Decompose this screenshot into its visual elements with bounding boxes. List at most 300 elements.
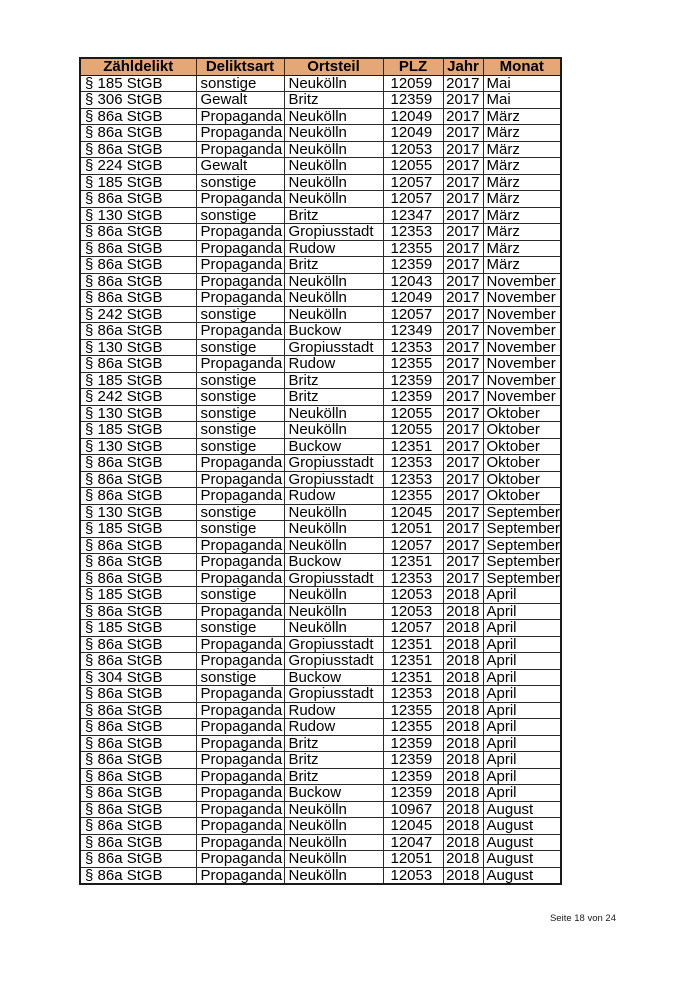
table-cell: 12359: [383, 768, 443, 785]
table-cell: Propaganda: [196, 834, 284, 851]
table-cell: 2018: [443, 867, 483, 884]
table-cell: § 185 StGB: [80, 75, 196, 92]
table-row: [80, 686, 561, 703]
table-cell: 2017: [443, 471, 483, 488]
table-cell: § 86a StGB: [80, 125, 196, 142]
table-row: [80, 207, 561, 224]
table-row: [80, 92, 561, 109]
table-cell: Oktober: [483, 422, 561, 439]
table-cell: § 86a StGB: [80, 702, 196, 719]
table-cell: Neukölln: [284, 422, 383, 439]
table-cell: August: [483, 867, 561, 884]
table-cell: 12359: [383, 785, 443, 802]
table-cell: § 86a StGB: [80, 719, 196, 736]
table-cell: März: [483, 108, 561, 125]
table-cell: März: [483, 207, 561, 224]
table-cell: 2018: [443, 801, 483, 818]
table-cell: November: [483, 372, 561, 389]
table-cell: 12057: [383, 174, 443, 191]
table-cell: April: [483, 702, 561, 719]
table-cell: 2018: [443, 636, 483, 653]
table-row: [80, 290, 561, 307]
table-cell: März: [483, 125, 561, 142]
table-row: [80, 224, 561, 241]
table-cell: 12057: [383, 537, 443, 554]
table-cell: § 86a StGB: [80, 801, 196, 818]
table-cell: Neukölln: [284, 851, 383, 868]
table-cell: Propaganda: [196, 356, 284, 373]
table-cell: § 86a StGB: [80, 356, 196, 373]
table-cell: 2018: [443, 768, 483, 785]
table-row: [80, 158, 561, 175]
table-cell: 12055: [383, 158, 443, 175]
table-cell: Gropiusstadt: [284, 455, 383, 472]
table-row: [80, 785, 561, 802]
table-cell: 2017: [443, 125, 483, 142]
table-cell: 12045: [383, 818, 443, 835]
table-cell: Oktober: [483, 405, 561, 422]
table-cell: § 86a StGB: [80, 818, 196, 835]
table-cell: Propaganda: [196, 257, 284, 274]
table-row: [80, 834, 561, 851]
table-cell: 12353: [383, 570, 443, 587]
table-cell: § 185 StGB: [80, 587, 196, 604]
table-row: [80, 801, 561, 818]
table-cell: Propaganda: [196, 801, 284, 818]
table-row: [80, 851, 561, 868]
table-cell: September: [483, 504, 561, 521]
table-cell: Neukölln: [284, 158, 383, 175]
table-cell: 2017: [443, 537, 483, 554]
table-cell: Neukölln: [284, 801, 383, 818]
table-cell: § 86a StGB: [80, 686, 196, 703]
table-cell: April: [483, 785, 561, 802]
table-cell: 2017: [443, 521, 483, 538]
table-cell: November: [483, 273, 561, 290]
table-cell: Neukölln: [284, 834, 383, 851]
table-cell: sonstige: [196, 504, 284, 521]
table-row: [80, 768, 561, 785]
table-cell: § 86a StGB: [80, 191, 196, 208]
table-cell: 12043: [383, 273, 443, 290]
table-cell: § 130 StGB: [80, 405, 196, 422]
table-cell: Propaganda: [196, 224, 284, 241]
table-cell: 2017: [443, 141, 483, 158]
table-cell: 2018: [443, 686, 483, 703]
table-cell: Oktober: [483, 471, 561, 488]
table-cell: August: [483, 851, 561, 868]
table-row: [80, 669, 561, 686]
table-cell: Propaganda: [196, 867, 284, 884]
table-cell: § 306 StGB: [80, 92, 196, 109]
table-cell: sonstige: [196, 620, 284, 637]
table-cell: Mai: [483, 92, 561, 109]
table-cell: 12359: [383, 389, 443, 406]
table-cell: Neukölln: [284, 141, 383, 158]
table-cell: November: [483, 356, 561, 373]
table-cell: April: [483, 620, 561, 637]
table-cell: Propaganda: [196, 719, 284, 736]
table-cell: Gropiusstadt: [284, 653, 383, 670]
table-cell: 12045: [383, 504, 443, 521]
table-cell: § 86a StGB: [80, 471, 196, 488]
table-cell: Propaganda: [196, 471, 284, 488]
table-cell: 12055: [383, 422, 443, 439]
table-cell: 2017: [443, 422, 483, 439]
table-cell: § 86a StGB: [80, 636, 196, 653]
table-cell: April: [483, 768, 561, 785]
table-cell: 2017: [443, 273, 483, 290]
table-cell: sonstige: [196, 306, 284, 323]
table-row: [80, 504, 561, 521]
table-cell: 2017: [443, 92, 483, 109]
table-cell: Rudow: [284, 488, 383, 505]
table-row: [80, 191, 561, 208]
table-cell: Propaganda: [196, 570, 284, 587]
table-cell: 2017: [443, 191, 483, 208]
table-cell: § 304 StGB: [80, 669, 196, 686]
table-cell: Neukölln: [284, 174, 383, 191]
table-cell: § 86a StGB: [80, 141, 196, 158]
table-cell: 12359: [383, 257, 443, 274]
table-cell: 2017: [443, 158, 483, 175]
table-cell: November: [483, 290, 561, 307]
table-row: [80, 752, 561, 769]
table-row: [80, 389, 561, 406]
table-cell: Britz: [284, 752, 383, 769]
table-cell: November: [483, 389, 561, 406]
table-cell: Neukölln: [284, 587, 383, 604]
table-cell: Britz: [284, 92, 383, 109]
table-cell: 2018: [443, 603, 483, 620]
table-cell: September: [483, 537, 561, 554]
table-cell: Mai: [483, 75, 561, 92]
table-cell: 2017: [443, 554, 483, 571]
table-cell: § 130 StGB: [80, 339, 196, 356]
table-cell: § 130 StGB: [80, 504, 196, 521]
table-cell: Neukölln: [284, 191, 383, 208]
table-cell: § 185 StGB: [80, 422, 196, 439]
table-cell: 12355: [383, 488, 443, 505]
table-cell: § 86a StGB: [80, 224, 196, 241]
table-cell: 2017: [443, 257, 483, 274]
table-cell: § 185 StGB: [80, 521, 196, 538]
table-cell: Propaganda: [196, 240, 284, 257]
table-cell: sonstige: [196, 669, 284, 686]
table-header-row: [80, 58, 561, 75]
table-cell: Buckow: [284, 438, 383, 455]
table-cell: 12049: [383, 125, 443, 142]
table-cell: 12057: [383, 191, 443, 208]
table-cell: Rudow: [284, 240, 383, 257]
table-cell: Neukölln: [284, 620, 383, 637]
table-cell: § 185 StGB: [80, 372, 196, 389]
table-row: [80, 537, 561, 554]
table-cell: 12353: [383, 224, 443, 241]
table-cell: April: [483, 719, 561, 736]
column-header-6: Monat: [483, 58, 561, 75]
table-cell: 2018: [443, 735, 483, 752]
table-cell: 12347: [383, 207, 443, 224]
table-cell: 12353: [383, 471, 443, 488]
table-cell: 2017: [443, 389, 483, 406]
table-cell: März: [483, 257, 561, 274]
table-cell: April: [483, 603, 561, 620]
table-cell: 2017: [443, 504, 483, 521]
table-cell: § 86a StGB: [80, 323, 196, 340]
table-cell: März: [483, 224, 561, 241]
table-cell: August: [483, 818, 561, 835]
table-cell: März: [483, 240, 561, 257]
table-cell: Gropiusstadt: [284, 686, 383, 703]
table-cell: Propaganda: [196, 554, 284, 571]
table-cell: Oktober: [483, 488, 561, 505]
table-cell: sonstige: [196, 389, 284, 406]
table-row: [80, 471, 561, 488]
table-cell: Buckow: [284, 785, 383, 802]
table-cell: Neukölln: [284, 108, 383, 125]
table-cell: 12351: [383, 438, 443, 455]
table-row: [80, 455, 561, 472]
table-cell: Britz: [284, 735, 383, 752]
table-cell: September: [483, 570, 561, 587]
table-cell: Propaganda: [196, 702, 284, 719]
table-cell: April: [483, 636, 561, 653]
table-row: [80, 356, 561, 373]
table-cell: § 86a StGB: [80, 537, 196, 554]
table-cell: April: [483, 752, 561, 769]
table-cell: Propaganda: [196, 273, 284, 290]
table-cell: Buckow: [284, 554, 383, 571]
table-cell: Britz: [284, 389, 383, 406]
table-cell: § 86a StGB: [80, 488, 196, 505]
table-cell: 2018: [443, 587, 483, 604]
table-cell: 12053: [383, 603, 443, 620]
table-cell: 2017: [443, 224, 483, 241]
table-cell: sonstige: [196, 207, 284, 224]
table-cell: 2017: [443, 75, 483, 92]
table-cell: Propaganda: [196, 818, 284, 835]
table-cell: 2017: [443, 570, 483, 587]
table-cell: § 86a StGB: [80, 752, 196, 769]
table-row: [80, 521, 561, 538]
table-cell: 12049: [383, 290, 443, 307]
table-cell: Neukölln: [284, 537, 383, 554]
table-cell: Neukölln: [284, 125, 383, 142]
table-cell: § 86a StGB: [80, 653, 196, 670]
table-cell: Oktober: [483, 455, 561, 472]
table-cell: 12355: [383, 719, 443, 736]
table-cell: Propaganda: [196, 768, 284, 785]
column-header-4: PLZ: [383, 58, 443, 75]
table-cell: Britz: [284, 207, 383, 224]
table-cell: 12053: [383, 587, 443, 604]
table-cell: 12351: [383, 653, 443, 670]
table-cell: 12057: [383, 620, 443, 637]
table-cell: April: [483, 735, 561, 752]
table-cell: 2017: [443, 372, 483, 389]
table-cell: Oktober: [483, 438, 561, 455]
column-header-2: Deliktsart: [196, 58, 284, 75]
table-cell: § 86a StGB: [80, 554, 196, 571]
table-cell: Gewalt: [196, 92, 284, 109]
table-row: [80, 818, 561, 835]
table-cell: 2017: [443, 356, 483, 373]
table-cell: Propaganda: [196, 686, 284, 703]
table-cell: Neukölln: [284, 603, 383, 620]
table-cell: Gropiusstadt: [284, 224, 383, 241]
table-cell: Propaganda: [196, 141, 284, 158]
table-cell: 12051: [383, 521, 443, 538]
table-cell: Propaganda: [196, 125, 284, 142]
table-cell: § 86a StGB: [80, 768, 196, 785]
table-row: [80, 372, 561, 389]
table-row: [80, 603, 561, 620]
table-cell: § 242 StGB: [80, 306, 196, 323]
table-cell: 2018: [443, 620, 483, 637]
table-row: [80, 735, 561, 752]
table-cell: § 86a StGB: [80, 603, 196, 620]
table-cell: Neukölln: [284, 306, 383, 323]
table-cell: April: [483, 686, 561, 703]
table-cell: 2017: [443, 306, 483, 323]
table-row: [80, 75, 561, 92]
table-cell: April: [483, 587, 561, 604]
table-row: [80, 867, 561, 884]
table-cell: Neukölln: [284, 867, 383, 884]
table-cell: März: [483, 158, 561, 175]
table-cell: 2018: [443, 702, 483, 719]
table-cell: 2017: [443, 240, 483, 257]
table-cell: § 86a StGB: [80, 735, 196, 752]
table-row: [80, 405, 561, 422]
table-cell: 2017: [443, 455, 483, 472]
table-cell: sonstige: [196, 339, 284, 356]
table-cell: März: [483, 174, 561, 191]
table-cell: 2017: [443, 405, 483, 422]
table-header: [80, 58, 561, 75]
table-cell: § 86a StGB: [80, 257, 196, 274]
table-row: [80, 174, 561, 191]
table-cell: § 86a StGB: [80, 455, 196, 472]
table-cell: Neukölln: [284, 504, 383, 521]
table-cell: sonstige: [196, 422, 284, 439]
table-cell: Propaganda: [196, 488, 284, 505]
table-cell: Propaganda: [196, 455, 284, 472]
table-row: [80, 323, 561, 340]
table-cell: März: [483, 141, 561, 158]
table-row: [80, 125, 561, 142]
table-cell: 2018: [443, 752, 483, 769]
table-cell: 12359: [383, 752, 443, 769]
table-cell: 12353: [383, 686, 443, 703]
table-cell: 12351: [383, 554, 443, 571]
column-header-5: Jahr: [443, 58, 483, 75]
table-row: [80, 636, 561, 653]
column-header-1: Zähldelikt: [80, 58, 196, 75]
table-cell: § 86a StGB: [80, 290, 196, 307]
table-cell: § 86a StGB: [80, 108, 196, 125]
table-cell: November: [483, 306, 561, 323]
table-row: [80, 240, 561, 257]
table-cell: 2017: [443, 488, 483, 505]
table-cell: Propaganda: [196, 323, 284, 340]
table-cell: 2018: [443, 818, 483, 835]
table-cell: Neukölln: [284, 290, 383, 307]
table-cell: Britz: [284, 372, 383, 389]
table-cell: 12049: [383, 108, 443, 125]
table-cell: 12353: [383, 455, 443, 472]
table-cell: Rudow: [284, 356, 383, 373]
table-cell: 12047: [383, 834, 443, 851]
table-cell: April: [483, 653, 561, 670]
table-cell: Neukölln: [284, 405, 383, 422]
table-cell: § 86a StGB: [80, 851, 196, 868]
table-cell: 2018: [443, 653, 483, 670]
table-cell: 12053: [383, 141, 443, 158]
table-cell: Propaganda: [196, 603, 284, 620]
table-cell: § 224 StGB: [80, 158, 196, 175]
crime-data-table: [79, 57, 562, 885]
table-cell: Propaganda: [196, 636, 284, 653]
table-row: [80, 438, 561, 455]
table-cell: Neukölln: [284, 75, 383, 92]
table-cell: 12057: [383, 306, 443, 323]
table-cell: § 185 StGB: [80, 174, 196, 191]
table-cell: 2017: [443, 438, 483, 455]
table-cell: 2018: [443, 669, 483, 686]
table-cell: 12051: [383, 851, 443, 868]
table-cell: 12351: [383, 669, 443, 686]
table-row: [80, 587, 561, 604]
table-cell: Gewalt: [196, 158, 284, 175]
table-cell: 2018: [443, 785, 483, 802]
table-cell: Buckow: [284, 323, 383, 340]
table-cell: § 242 StGB: [80, 389, 196, 406]
table-cell: Gropiusstadt: [284, 636, 383, 653]
table-cell: 2018: [443, 834, 483, 851]
table-cell: § 86a StGB: [80, 834, 196, 851]
table-cell: 2017: [443, 339, 483, 356]
table-cell: Propaganda: [196, 537, 284, 554]
table-cell: 2017: [443, 323, 483, 340]
table-cell: § 86a StGB: [80, 273, 196, 290]
table-cell: 2017: [443, 207, 483, 224]
table-cell: sonstige: [196, 521, 284, 538]
table-row: [80, 339, 561, 356]
table-cell: sonstige: [196, 174, 284, 191]
table-cell: 12355: [383, 240, 443, 257]
table-cell: sonstige: [196, 372, 284, 389]
table-cell: 2018: [443, 851, 483, 868]
table-cell: 12349: [383, 323, 443, 340]
table-row: [80, 257, 561, 274]
table-cell: November: [483, 339, 561, 356]
table-cell: Gropiusstadt: [284, 471, 383, 488]
table-cell: 12359: [383, 735, 443, 752]
table-row: [80, 653, 561, 670]
page-number: Seite 18 von 24: [549, 913, 616, 924]
table-cell: 2018: [443, 719, 483, 736]
table-cell: 12359: [383, 92, 443, 109]
table-cell: Propaganda: [196, 785, 284, 802]
table-row: [80, 141, 561, 158]
table-cell: § 185 StGB: [80, 620, 196, 637]
table-cell: 12355: [383, 702, 443, 719]
table-cell: August: [483, 801, 561, 818]
table-cell: Neukölln: [284, 818, 383, 835]
table-cell: Propaganda: [196, 290, 284, 307]
